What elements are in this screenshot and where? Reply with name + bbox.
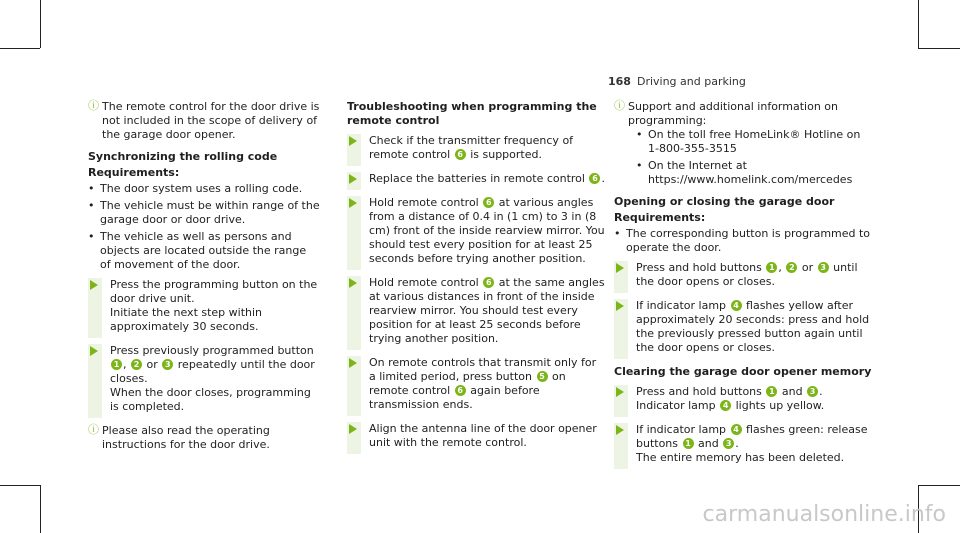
requirements-label: Requirements:: [614, 211, 706, 224]
requirements-label: Requirements:: [88, 166, 180, 179]
step-arrow-icon: [616, 425, 624, 435]
crop-mark: [40, 0, 41, 48]
info-icon: ⓘ: [614, 99, 625, 112]
instruction-step: Hold remote control 6 at the same angles at various distances in front of the inside rearview mirror. You should test every position for at least 25 seconds before trying another position.: [347, 276, 605, 346]
step-arrow-icon: [349, 424, 357, 434]
callout-2-icon: 2: [131, 359, 142, 370]
instruction-step: Check if the transmitter frequency of remote control 6 is supported.: [347, 134, 605, 162]
callout-4-icon: 4: [720, 400, 731, 411]
list-item: • On the Internet at https://www.homelink.com/mercedes: [636, 159, 872, 187]
step-arrow-icon: [349, 358, 357, 368]
instruction-step: Press and hold buttons 1 , 2 or 3 until the door opens or closes.: [614, 261, 872, 289]
section-heading: Troubleshooting when programming the remote control: [347, 100, 597, 127]
crop-mark: [40, 485, 41, 533]
list-item: • The door system uses a rolling code.: [88, 182, 320, 196]
callout-3-icon: 3: [818, 262, 829, 273]
crop-mark: [918, 485, 960, 486]
callout-4-icon: 4: [731, 300, 742, 311]
callout-3-icon: 3: [723, 438, 734, 449]
watermark-text: carmanualsonline.info: [702, 502, 946, 527]
info-icon: ⓘ: [88, 99, 99, 112]
section-heading: Opening or closing the garage door: [614, 195, 835, 208]
callout-6-icon: 6: [483, 277, 494, 288]
list-item: • The vehicle must be within range of the garage door or door drive.: [88, 199, 320, 227]
callout-3-icon: 3: [807, 386, 818, 397]
crop-mark: [918, 48, 960, 49]
section-heading: Clearing the garage door opener memory: [614, 365, 872, 378]
page-number: 168: [608, 75, 631, 88]
section-heading: Synchronizing the rolling code: [88, 150, 278, 163]
page-header: [608, 75, 746, 88]
callout-1-icon: 1: [766, 386, 777, 397]
callout-1-icon: 1: [683, 438, 694, 449]
callout-6-icon: 6: [455, 385, 466, 396]
step-arrow-icon: [349, 278, 357, 288]
list-item: • The corresponding button is programmed to operate the door.: [614, 227, 872, 255]
callout-2-icon: 2: [786, 262, 797, 273]
callout-6-icon: 6: [455, 149, 466, 160]
instruction-step: Press previously programmed button 1 , 2 or 3 repeatedly until the door closes. When the door closes, programming is completed.: [88, 344, 320, 414]
list-item: • On the toll free HomeLink® Hotline on 1-800-355-3515: [636, 128, 872, 156]
step-arrow-icon: [349, 136, 357, 146]
callout-6-icon: 6: [483, 197, 494, 208]
callout-6-icon: 6: [589, 173, 600, 184]
step-arrow-icon: [90, 346, 98, 356]
crop-mark: [0, 485, 40, 486]
step-arrow-icon: [90, 280, 98, 290]
instruction-step: Replace the batteries in remote control 6 .: [347, 172, 605, 186]
note: ⓘ Support and additional information on programming: • On the toll free HomeLink® Hotline on 1-800-355-3515 • On the Internet at https://www.homelink.com/mercedes: [614, 100, 872, 187]
step-arrow-icon: [616, 263, 624, 273]
crop-mark: [0, 48, 40, 49]
callout-1-icon: 1: [766, 262, 777, 273]
callout-1-icon: 1: [111, 359, 122, 370]
crop-mark: [918, 0, 919, 48]
column-3: [614, 100, 872, 475]
column-1: [88, 100, 320, 460]
step-arrow-icon: [349, 198, 357, 208]
note: ⓘ The remote control for the door drive is not included in the scope of delivery of the garage door opener.: [88, 99, 320, 141]
list-item: • The vehicle as well as persons and objects are located outside the range of movement of the door.: [88, 230, 320, 272]
callout-5-icon: 5: [537, 371, 548, 382]
instruction-step: On remote controls that transmit only for a limited period, press button 5 on remote control 6 again before transmission ends.: [347, 356, 605, 412]
step-arrow-icon: [616, 301, 624, 311]
section-title: Driving and parking: [636, 75, 746, 88]
callout-3-icon: 3: [162, 359, 173, 370]
instruction-step: If indicator lamp 4 flashes green: release buttons 1 and 3 . The entire memory has been deleted.: [614, 423, 872, 465]
note: ⓘ Please also read the operating instructions for the door drive.: [88, 423, 270, 451]
step-arrow-icon: [349, 174, 357, 184]
instruction-step: Press and hold buttons 1 and 3 . Indicator lamp 4 lights up yellow.: [614, 385, 872, 413]
instruction-step: Hold remote control 6 at various angles from a distance of 0.4 in (1 cm) to 3 in (8 cm) front of the inside rearview mirror. You should test every position for at least 25 seconds before trying another position.: [347, 196, 605, 266]
column-2: [347, 100, 605, 460]
callout-4-icon: 4: [731, 424, 742, 435]
step-arrow-icon: [616, 387, 624, 397]
instruction-step: If indicator lamp 4 flashes yellow after approximately 20 seconds: press and hold the previously pressed button again until the door opens or closes.: [614, 299, 872, 355]
info-icon: ⓘ: [88, 423, 99, 436]
instruction-step: Press the programming button on the door drive unit. Initiate the next step within approximately 30 seconds.: [88, 278, 320, 334]
instruction-step: Align the antenna line of the door opener unit with the remote control.: [347, 422, 605, 450]
